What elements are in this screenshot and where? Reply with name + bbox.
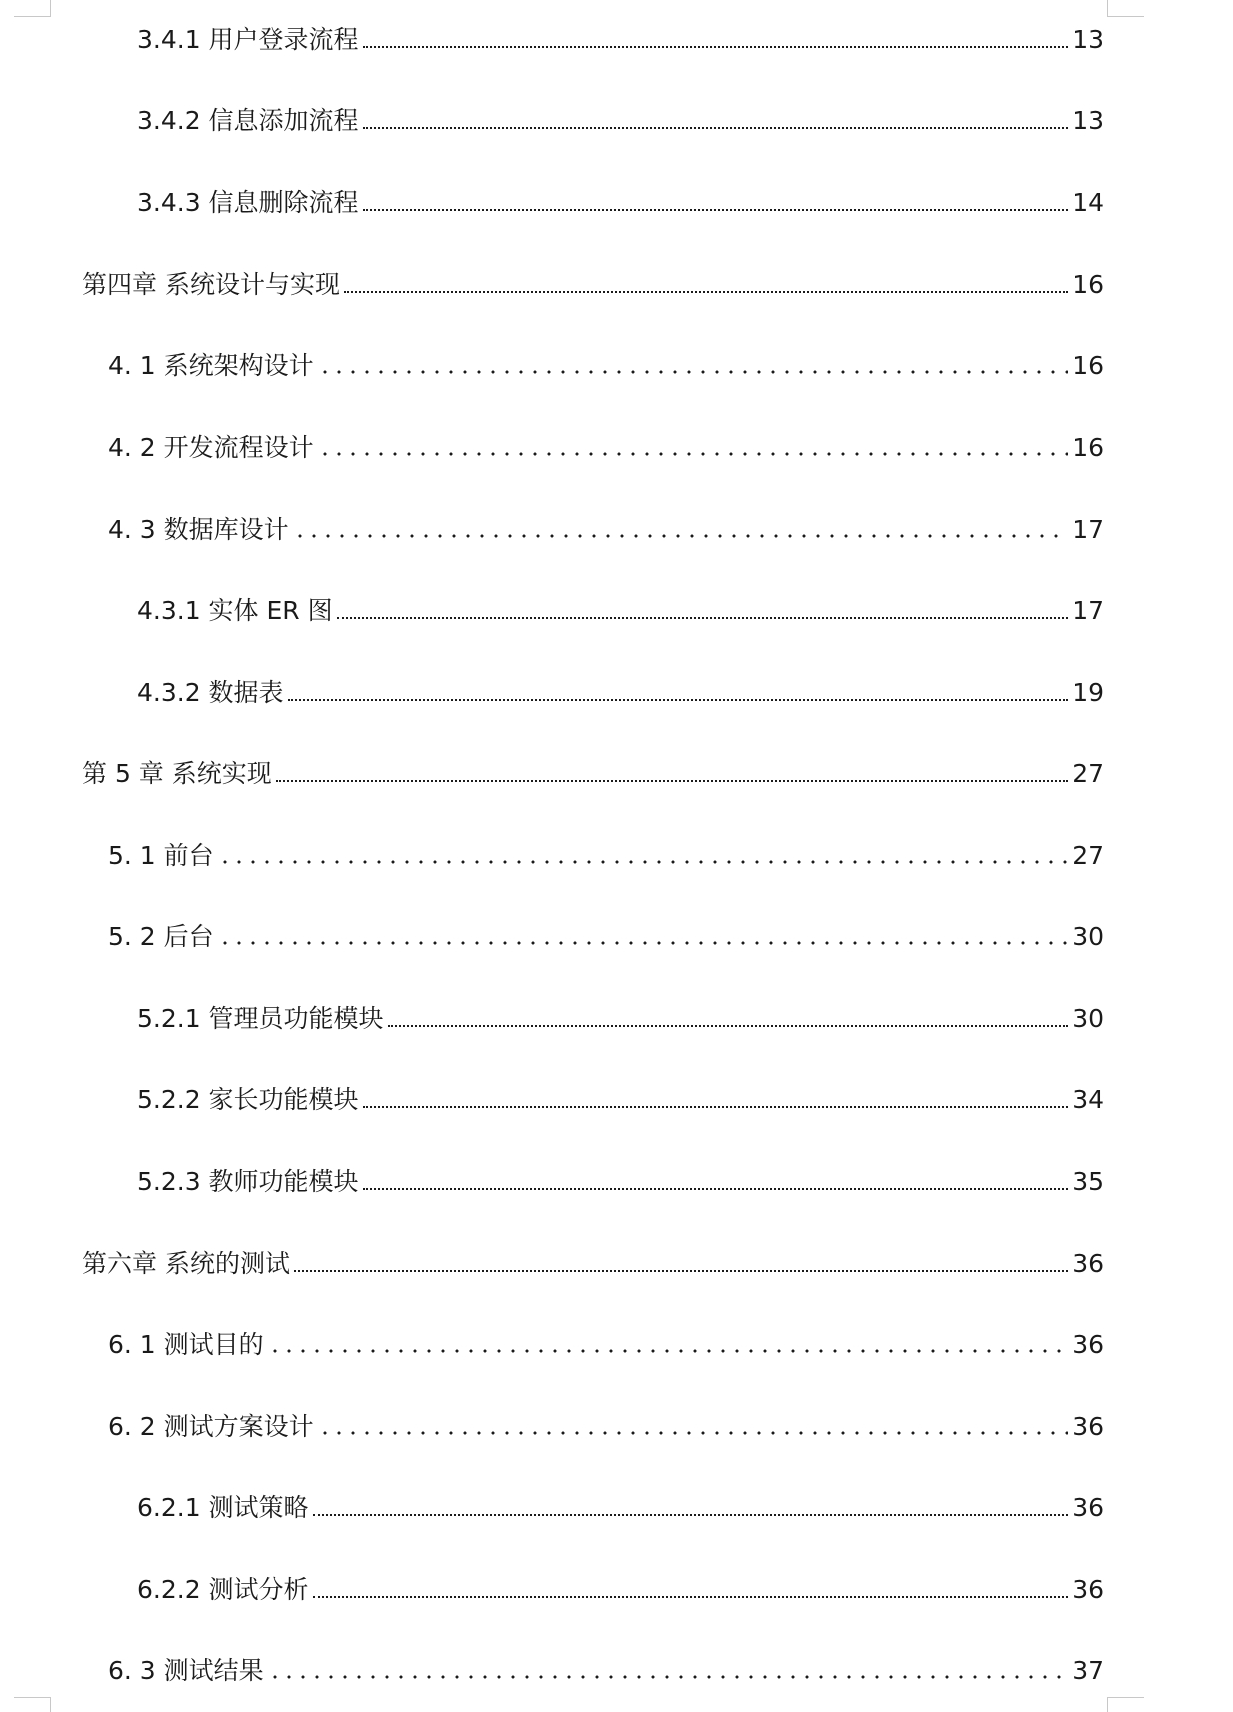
toc-dot-leader: [218, 941, 1069, 945]
toc-dot-leader: [363, 44, 1069, 48]
toc-entry-label: 3.4.2 信息添加流程: [137, 106, 359, 135]
toc-entry-page: 13: [1072, 106, 1104, 135]
toc-entry-page: 16: [1072, 351, 1104, 380]
toc-entry-label: 5.2.3 教师功能模块: [137, 1167, 359, 1196]
toc-entry-label: 第四章 系统设计与实现: [82, 270, 340, 299]
toc-entry-label: 第六章 系统的测试: [82, 1249, 290, 1278]
toc-entry[interactable]: [137, 591, 1104, 631]
toc-dot-leader: [313, 1512, 1069, 1516]
toc-entry[interactable]: [108, 510, 1104, 550]
toc-entry[interactable]: [137, 1080, 1104, 1120]
toc-entry[interactable]: [137, 1162, 1104, 1202]
toc-entry[interactable]: [108, 1407, 1104, 1447]
toc-entry[interactable]: [82, 265, 1104, 305]
toc-entry[interactable]: [108, 836, 1104, 876]
toc-entry[interactable]: [82, 754, 1104, 794]
toc-entry[interactable]: [108, 917, 1104, 957]
toc-entry-label: 5. 2 后台: [108, 922, 214, 951]
toc-dot-leader: [388, 1023, 1069, 1027]
margin-corner-mark: [14, 1697, 51, 1712]
toc-entry-page: 27: [1072, 759, 1104, 788]
toc-entry-label: 5. 1 前台: [108, 841, 214, 870]
toc-entry[interactable]: [137, 183, 1104, 223]
toc-entry-label: 6.2.1 测试策略: [137, 1493, 309, 1522]
toc-dot-leader: [276, 778, 1068, 782]
toc-dot-leader: [363, 1186, 1069, 1190]
toc-dot-leader: [318, 370, 1069, 374]
toc-dot-leader: [363, 1104, 1069, 1108]
margin-corner-mark: [14, 0, 51, 17]
toc-entry-page: 30: [1072, 922, 1104, 951]
toc-entry[interactable]: [108, 1325, 1104, 1365]
toc-entry[interactable]: [108, 1651, 1104, 1691]
toc-dot-leader: [318, 1431, 1069, 1435]
toc-dot-leader: [294, 1268, 1068, 1272]
toc-entry-page: 17: [1072, 596, 1104, 625]
toc-entry-label: 3.4.3 信息删除流程: [137, 188, 359, 217]
toc-dot-leader: [313, 1594, 1069, 1598]
toc-entry-page: 19: [1072, 678, 1104, 707]
toc-entry-page: 36: [1072, 1575, 1104, 1604]
toc-entry[interactable]: [137, 673, 1104, 713]
toc-dot-leader: [268, 1675, 1069, 1679]
toc-entry[interactable]: [137, 101, 1104, 141]
toc-entry-label: 5.2.1 管理员功能模块: [137, 1004, 384, 1033]
toc-entry-page: 36: [1072, 1330, 1104, 1359]
toc-entry[interactable]: [82, 1244, 1104, 1284]
toc-entry-page: 35: [1072, 1167, 1104, 1196]
toc-dot-leader: [318, 452, 1069, 456]
toc-entry[interactable]: [108, 346, 1104, 386]
toc-dot-leader: [337, 615, 1069, 619]
toc-entry-label: 6.2.2 测试分析: [137, 1575, 309, 1604]
toc-entry-page: 16: [1072, 270, 1104, 299]
toc-entry-page: 36: [1072, 1249, 1104, 1278]
toc-dot-leader: [218, 860, 1069, 864]
toc-entry-page: 13: [1072, 25, 1104, 54]
toc-entry[interactable]: [137, 20, 1104, 60]
toc-entry[interactable]: [137, 1488, 1104, 1528]
toc-dot-leader: [293, 534, 1069, 538]
toc-entry[interactable]: [108, 428, 1104, 468]
toc-entry-page: 16: [1072, 433, 1104, 462]
toc-entry-page: 30: [1072, 1004, 1104, 1033]
toc-entry-page: 34: [1072, 1085, 1104, 1114]
toc-entry-label: 6. 1 测试目的: [108, 1330, 264, 1359]
toc-entry-label: 6. 2 测试方案设计: [108, 1412, 314, 1441]
toc-entry-label: 4.3.2 数据表: [137, 678, 284, 707]
margin-corner-mark: [1107, 1697, 1144, 1712]
toc-entry-label: 3.4.1 用户登录流程: [137, 25, 359, 54]
toc-dot-leader: [288, 697, 1069, 701]
toc-entry[interactable]: [137, 1570, 1104, 1610]
toc-entry-page: 36: [1072, 1412, 1104, 1441]
margin-corner-mark: [1107, 0, 1144, 17]
toc-entry[interactable]: [137, 999, 1104, 1039]
toc-entry-label: 6. 3 测试结果: [108, 1656, 264, 1685]
toc-entry-label: 5.2.2 家长功能模块: [137, 1085, 359, 1114]
toc-dot-leader: [344, 289, 1068, 293]
toc-entry-page: 36: [1072, 1493, 1104, 1522]
toc-entry-page: 17: [1072, 515, 1104, 544]
toc-entry-label: 4. 1 系统架构设计: [108, 351, 314, 380]
toc-entry-label: 4. 3 数据库设计: [108, 515, 289, 544]
toc-entry-page: 27: [1072, 841, 1104, 870]
toc-entry-page: 37: [1072, 1656, 1104, 1685]
toc-dot-leader: [363, 207, 1069, 211]
toc-entry-page: 14: [1072, 188, 1104, 217]
toc-dot-leader: [363, 125, 1069, 129]
toc-entry-label: 4. 2 开发流程设计: [108, 433, 314, 462]
toc-entry-label: 第 5 章 系统实现: [82, 759, 272, 788]
toc-dot-leader: [268, 1349, 1069, 1353]
toc-entry-label: 4.3.1 实体 ER 图: [137, 596, 333, 625]
